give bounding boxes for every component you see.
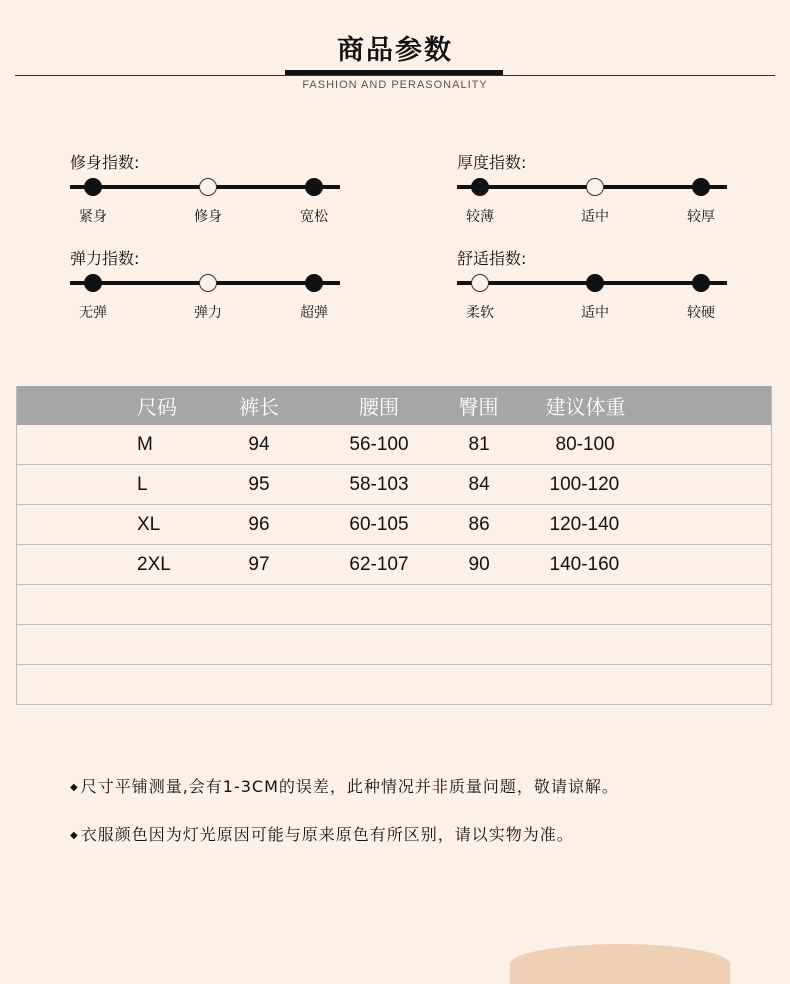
table-cell: 94 bbox=[248, 433, 270, 455]
index-label: 较硬 bbox=[687, 305, 715, 321]
comfort-index bbox=[457, 246, 727, 326]
table-cell bbox=[207, 625, 312, 665]
table-cell: 95 bbox=[207, 465, 312, 505]
table-cell bbox=[207, 585, 312, 625]
index-label: 无弹 bbox=[79, 305, 107, 321]
table-cell: 96 bbox=[207, 505, 312, 545]
table-cell: 2XL bbox=[17, 545, 207, 585]
table-cell bbox=[447, 585, 542, 625]
table-cell: 86 bbox=[447, 505, 542, 545]
table-cell bbox=[447, 665, 542, 705]
column-header: 臀围 bbox=[447, 386, 542, 425]
table-cell: 81 bbox=[468, 433, 490, 455]
table-row bbox=[17, 625, 772, 665]
table-cell: XL bbox=[17, 505, 207, 545]
table-cell: 58-103 bbox=[312, 465, 447, 505]
index-label: 适中 bbox=[581, 305, 609, 321]
table-cell bbox=[542, 625, 772, 665]
index-title: 厚度指数: bbox=[457, 153, 527, 172]
column-header: 建议体重 bbox=[542, 386, 772, 425]
header-accent-bar bbox=[285, 70, 503, 75]
table-cell: 84 bbox=[447, 465, 542, 505]
table-cell bbox=[312, 625, 447, 665]
table-cell: M bbox=[17, 425, 207, 465]
table-cell: 60-105 bbox=[312, 505, 447, 545]
index-label: 修身 bbox=[194, 209, 222, 225]
size-table bbox=[16, 386, 772, 705]
table-cell bbox=[17, 625, 207, 665]
column-header: 尺码 bbox=[17, 386, 207, 425]
index-dot bbox=[199, 274, 217, 292]
note-text: 尺寸平铺测量,会有1-3CM的误差，此种情况并非质量问题，敬请谅解。 bbox=[80, 777, 619, 796]
table-cell bbox=[207, 665, 312, 705]
index-label: 适中 bbox=[581, 209, 609, 225]
index-dot bbox=[471, 178, 489, 196]
table-cell: L bbox=[17, 465, 207, 505]
column-header: 裤长 bbox=[207, 386, 312, 425]
table-row bbox=[17, 665, 772, 705]
thickness-index bbox=[457, 150, 727, 230]
index-dot bbox=[84, 178, 102, 196]
table-cell: 62-107 bbox=[312, 545, 447, 585]
table-cell bbox=[542, 585, 772, 625]
table-cell: 120-140 bbox=[542, 505, 772, 545]
index-dot bbox=[84, 274, 102, 292]
index-dot bbox=[199, 178, 217, 196]
decorative-curve bbox=[510, 944, 730, 984]
index-title: 修身指数: bbox=[70, 153, 140, 172]
index-dot bbox=[305, 274, 323, 292]
table-cell bbox=[17, 665, 207, 705]
index-dot bbox=[692, 274, 710, 292]
table-cell: 56-100 bbox=[349, 433, 409, 455]
index-dot bbox=[586, 178, 604, 196]
note-text: 衣服颜色因为灯光原因可能与原来原色有所区别，请以实物为准。 bbox=[80, 825, 574, 844]
diamond-bullet-icon: ◆ bbox=[70, 830, 79, 841]
table-cell: 90 bbox=[447, 545, 542, 585]
table-cell bbox=[312, 585, 447, 625]
index-title: 舒适指数: bbox=[457, 249, 527, 268]
index-dot bbox=[692, 178, 710, 196]
table-row bbox=[17, 465, 772, 505]
table-row bbox=[17, 585, 772, 625]
index-dot bbox=[586, 274, 604, 292]
table-cell bbox=[447, 625, 542, 665]
table-header-row bbox=[17, 386, 772, 425]
index-label: 较厚 bbox=[687, 209, 715, 225]
table-cell bbox=[312, 665, 447, 705]
table-cell bbox=[542, 665, 772, 705]
table-cell bbox=[17, 585, 207, 625]
index-dot bbox=[471, 274, 489, 292]
table-row bbox=[17, 425, 772, 465]
index-label: 宽松 bbox=[300, 209, 328, 225]
elasticity-index bbox=[70, 246, 340, 326]
header-divider-line bbox=[15, 75, 775, 76]
index-dot bbox=[305, 178, 323, 196]
index-label: 柔软 bbox=[466, 305, 494, 321]
column-header: 腰围 bbox=[312, 386, 447, 425]
table-cell: 140-160 bbox=[542, 545, 772, 585]
index-label: 弹力 bbox=[194, 305, 222, 321]
color-note bbox=[70, 822, 574, 845]
table-cell: 80-100 bbox=[542, 425, 772, 465]
fit-index bbox=[70, 150, 340, 230]
table-row bbox=[17, 505, 772, 545]
index-title: 弹力指数: bbox=[70, 249, 140, 268]
index-label: 超弹 bbox=[300, 305, 328, 321]
page-title: 商品参数 bbox=[337, 35, 453, 66]
table-cell: 100-120 bbox=[542, 465, 772, 505]
table-row bbox=[17, 545, 772, 585]
index-label: 较薄 bbox=[466, 209, 494, 225]
diamond-bullet-icon: ◆ bbox=[70, 782, 79, 793]
table-cell: 97 bbox=[207, 545, 312, 585]
measurement-note bbox=[70, 774, 619, 797]
page-subtitle: FASHION AND PERASONALITY bbox=[302, 79, 488, 91]
index-label: 紧身 bbox=[79, 209, 107, 225]
